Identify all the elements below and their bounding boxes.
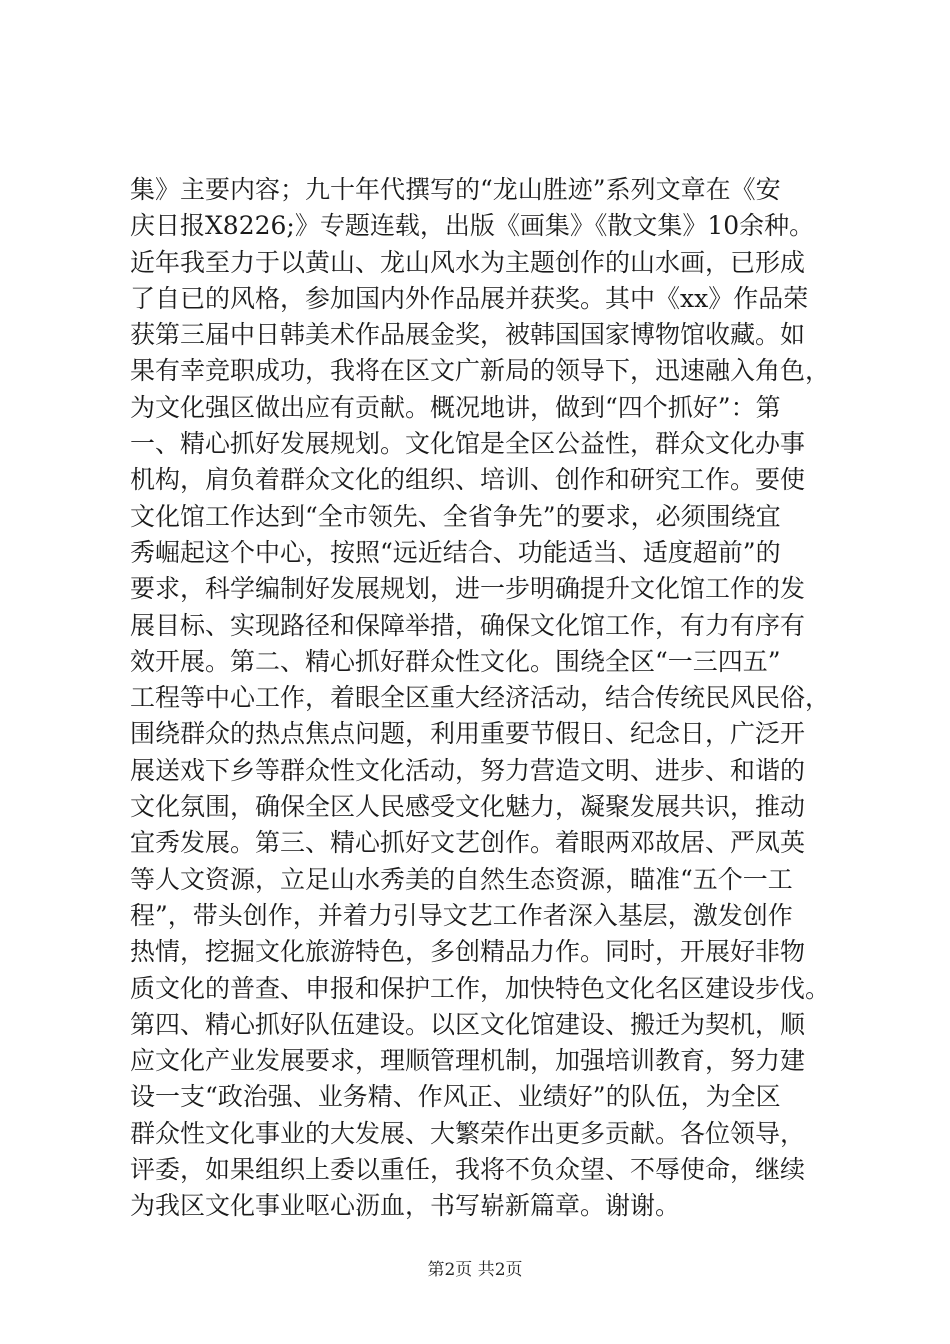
body-line: 展送戏下乡等群众性文化活动，努力营造文明、进步、和谐的 (130, 755, 806, 785)
body-line: 秀崛起这个中心，按照“远近结合、功能适当、适度超前”的 (130, 537, 781, 567)
body-line: 一、精心抓好发展规划。文化馆是全区公益性，群众文化办事 (130, 429, 806, 459)
body-line: 果有幸竞职成功，我将在区文广新局的领导下，迅速融入角色， (130, 356, 831, 386)
body-line: 第四、精心抓好队伍建设。以区文化馆建设、搬迁为契机，顺 (130, 1009, 806, 1039)
body-line: 近年我至力于以黄山、龙山风水为主题创作的山水画，已形成 (130, 247, 806, 277)
page-number-footer: 第2页 共2页 (427, 1260, 523, 1280)
body-line: 热情，挖掘文化旅游特色，多创精品力作。同时，开展好非物 (130, 937, 806, 967)
body-line: 要求，科学编制好发展规划，进一步明确提升文化馆工作的发 (130, 574, 806, 604)
body-line: 了自已的风格，参加国内外作品展并获奖。其中《xx》作品荣 (130, 283, 809, 313)
body-line: 为我区文化事业呕心沥血，书写崭新篇章。谢谢。 (130, 1191, 681, 1221)
body-line: 围绕群众的热点焦点问题，利用重要节假日、纪念日，广泛开 (130, 719, 806, 749)
body-line: 工程等中心工作，着眼全区重大经济活动，结合传统民风民俗， (130, 683, 831, 713)
body-line: 宜秀发展。第三、精心抓好文艺创作。着眼两邓故居、严凤英 (130, 828, 806, 858)
body-line: 设一支“政治强、业务精、作风正、业绩好”的队伍，为全区 (130, 1082, 781, 1112)
body-line: 机构，肩负着群众文化的组织、培训、创作和研究工作。要使 (130, 465, 806, 495)
document-body (130, 172, 830, 1225)
body-line: 获第三届中日韩美术作品展金奖，被韩国国家博物馆收藏。如 (130, 320, 806, 350)
body-line: 等人文资源，立足山水秀美的自然生态资源，瞄准“五个一工 (130, 864, 793, 894)
body-line: 庆日报X8226;》专题连载，出版《画集》《散文集》10余种。 (130, 211, 815, 241)
body-line: 程”，带头创作，并着力引导文艺工作者深入基层，激发创作 (130, 900, 793, 930)
body-line: 展目标、实现路径和保障举措，确保文化馆工作，有力有序有 (130, 610, 806, 640)
body-line: 质文化的普查、申报和保护工作，加快特色文化名区建设步伐。 (130, 973, 831, 1003)
body-line: 评委，如果组织上委以重任，我将不负众望、不辱使命，继续 (130, 1155, 806, 1185)
body-line: 集》主要内容；九十年代撰写的“龙山胜迹”系列文章在《安 (130, 175, 781, 204)
body-line: 为文化强区做出应有贡献。概况地讲，做到“四个抓好”：第 (130, 392, 781, 422)
body-line: 群众性文化事业的大发展、大繁荣作出更多贡献。各位领导， (130, 1118, 806, 1148)
body-line: 效开展。第二、精心抓好群众性文化。围绕全区“一三四五” (130, 646, 781, 676)
body-line: 应文化产业发展要求，理顺管理机制，加强培训教育，努力建 (130, 1046, 806, 1076)
body-line: 文化氛围，确保全区人民感受文化魅力，凝聚发展共识，推动 (130, 792, 806, 822)
body-line: 文化馆工作达到“全市领先、全省争先”的要求，必须围绕宜 (130, 501, 781, 531)
